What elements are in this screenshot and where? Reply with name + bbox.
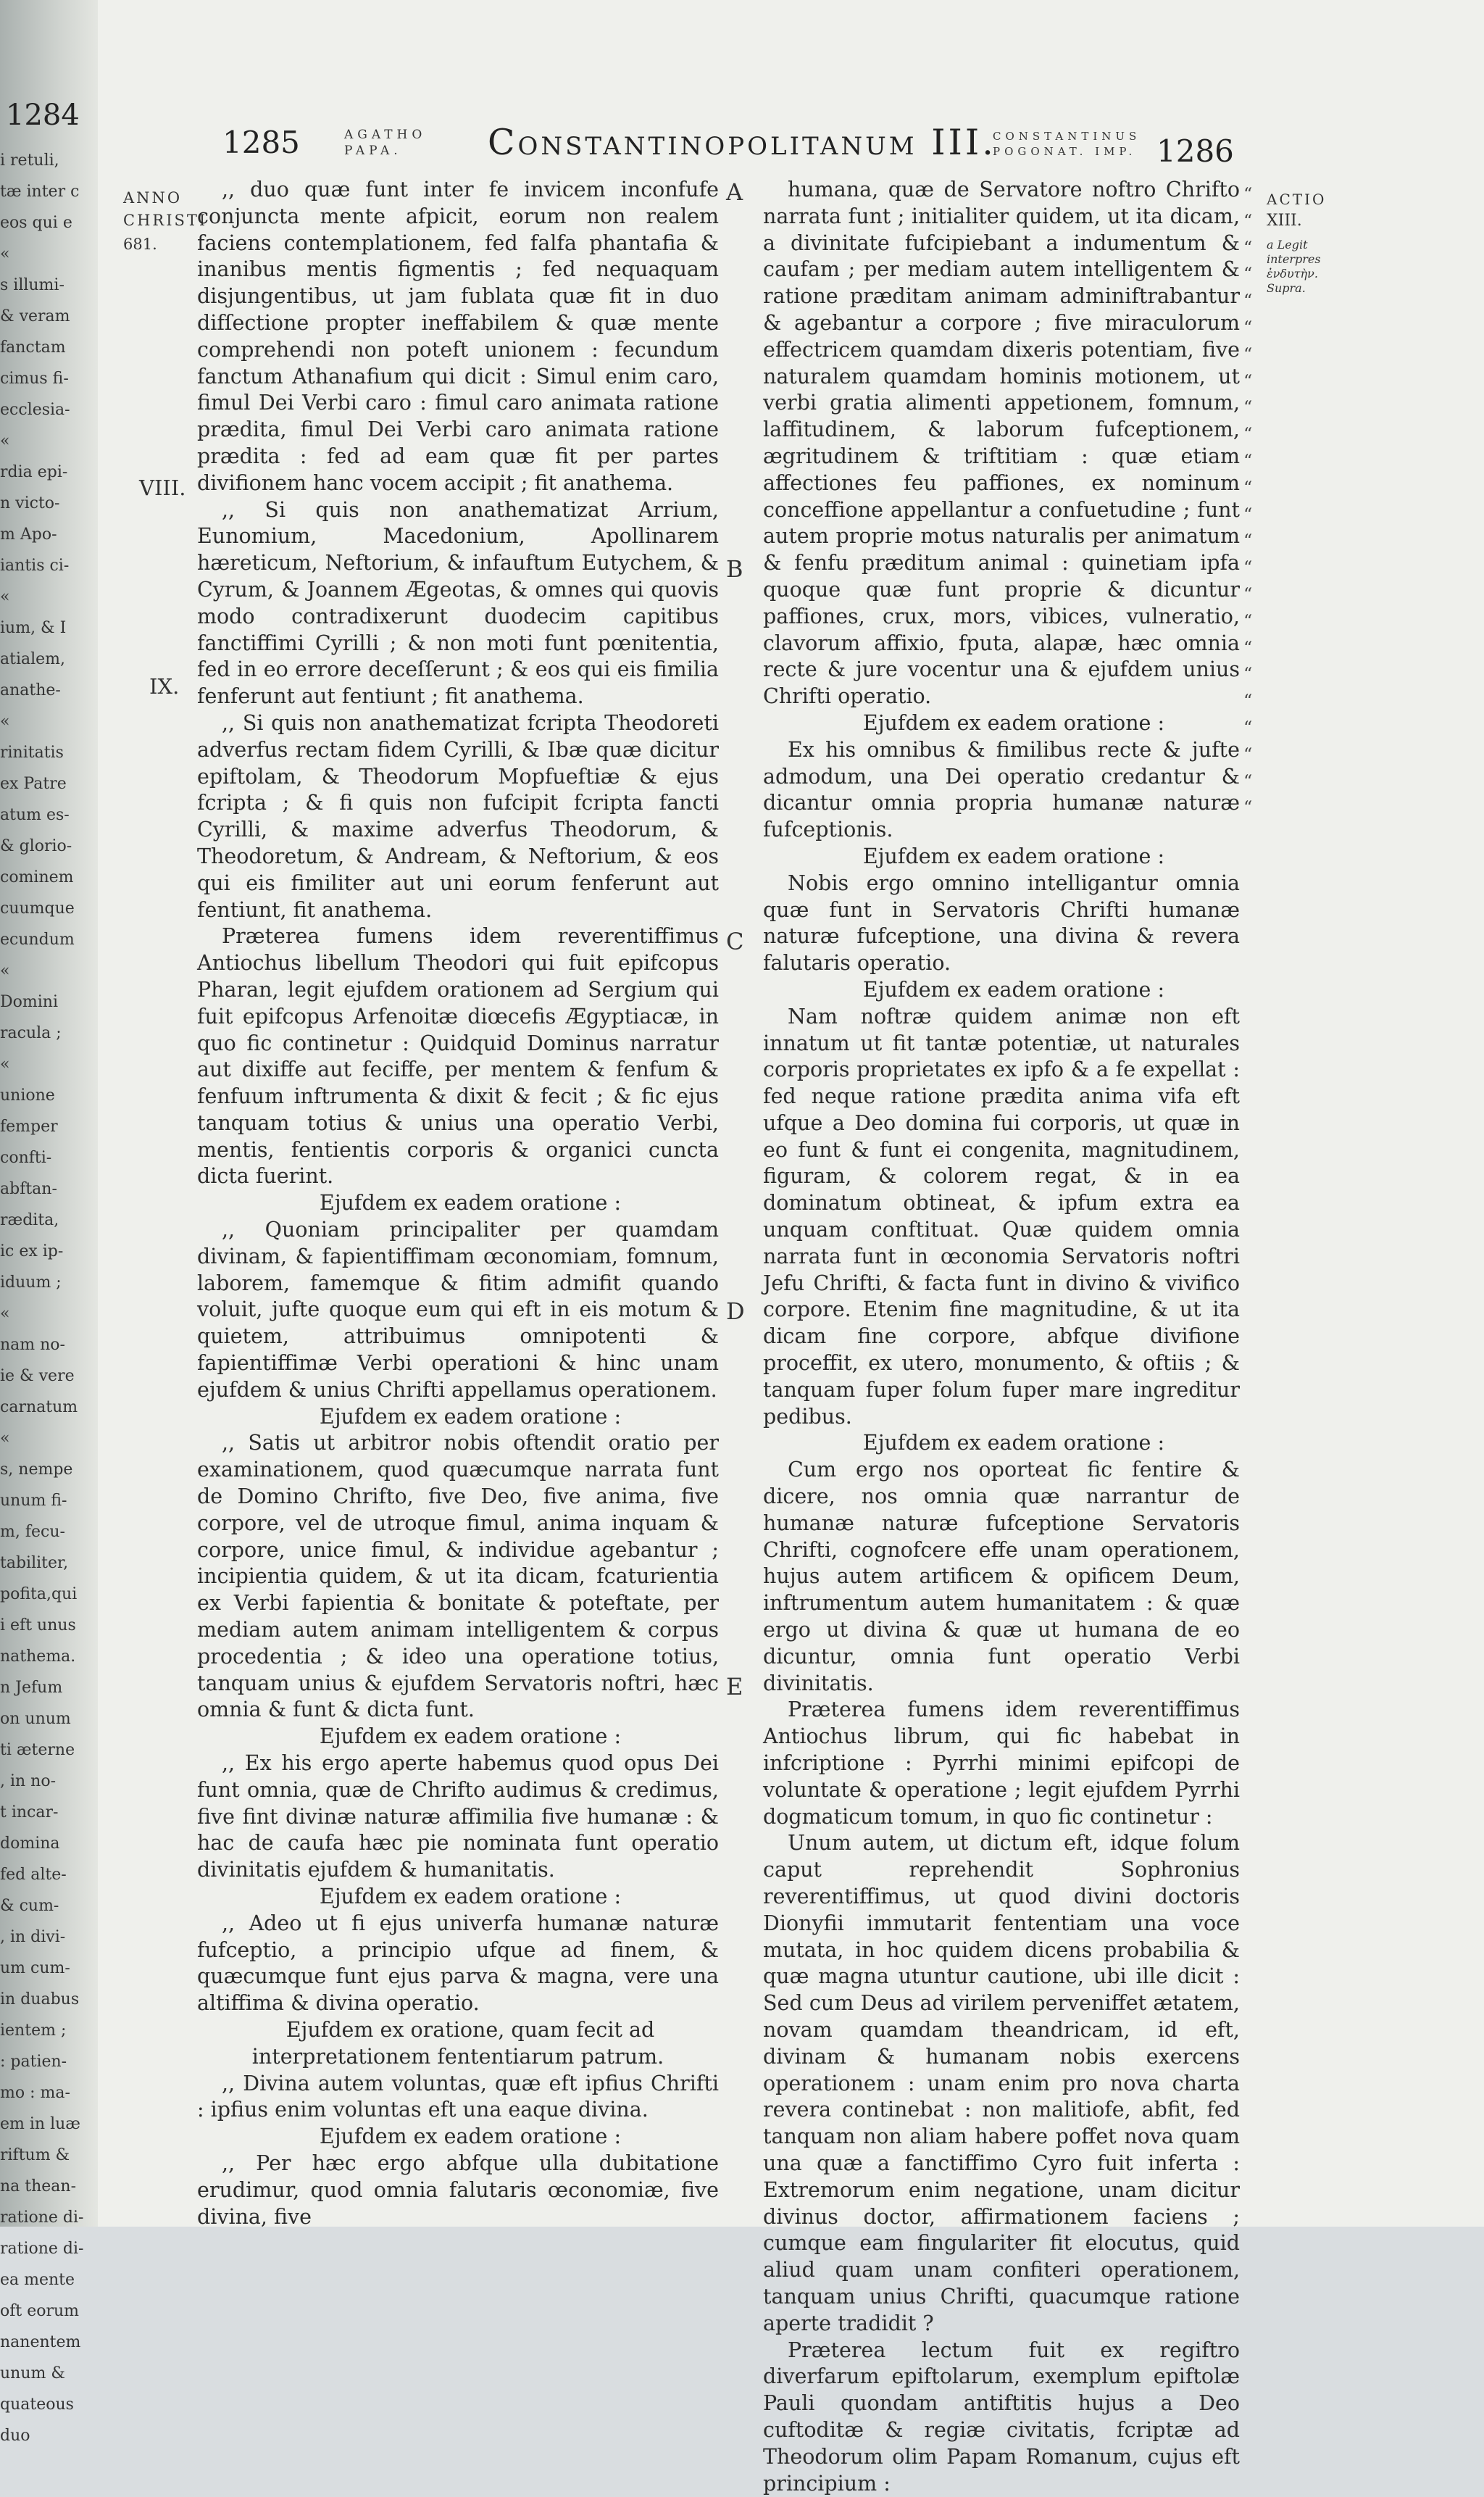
interpreter-note: a Legit interpres ἐνδυτὴν. Supra.	[1267, 238, 1321, 295]
quote-mark: “	[1243, 797, 1253, 818]
gutter-line: iduum ;	[0, 1274, 62, 1292]
paragraph: Præterea fumens idem reverentiffimus Antiochus librum, qui fic habebat in infcriptione : Pyrrhi minimi epifcopi de voluntate & operatione ; legit ejufdem Pyrrhi dogmaticum tomum, in quo fic continetur :	[763, 1698, 1240, 1829]
gutter-line: ic ex ip-	[0, 1242, 64, 1260]
gutter-line: riftum &	[0, 2146, 70, 2164]
paragraph: Ejufdem ex eadem oratione :	[862, 844, 1165, 868]
paragraph: Nam noftræ quidem animæ non eft innatum ut fit tantæ potentiæ, ut naturales corporis proprietates ex ipfo & a fe expellat : fed neque ratione prædita anima vifa eft ufque a Deo domina fui corporis, ut quæ in eo funt & funt ei congenita, magnitudinem, figuram, & colorem regat, & in ea dominatum obtineat, & ipfum extra ea unquam conftituat. Quæ quidem omnia narrata funt in œconomia Servatoris noftri Jefu Chrifti, & facta funt in divino & vivifico corpore. Etenim fine magnitudine, & ut ita dicam fine corpore, abfque divifione proceffit, ex utero, monumento, & oftiis ; & tanquam fuper folum fuper mare ingreditur pedibus.	[763, 1004, 1240, 1429]
gutter-line: atialem,	[0, 650, 66, 668]
gutter-line: tabiliter,	[0, 1554, 69, 1572]
gutter-line: «	[0, 712, 10, 731]
paragraph: Ejufdem ex eadem oratione :	[319, 1724, 622, 1749]
paragraph: ,, Ex his ergo aperte habemus quod opus Dei funt omnia, quæ de Chrifto audimus & credimus, five fint divinæ naturæ affimilia five humanæ : & hac de caufa hæc pie nominata funt operatio divinitatis ejufdem & humanitatis.	[197, 1751, 719, 1882]
running-head-left-2: PAPA.	[344, 144, 402, 158]
gutter-line: «	[0, 245, 10, 263]
quote-mark: “	[1243, 557, 1253, 578]
paragraph: Ejufdem ex eadem oratione :	[862, 1431, 1165, 1455]
gutter-line: s illumi-	[0, 276, 64, 294]
gutter-line: on unum	[0, 1710, 71, 1728]
page-number-left: 1285	[222, 125, 300, 160]
gutter-line: «	[0, 588, 10, 606]
gutter-line: ie & vere	[0, 1367, 75, 1385]
quote-mark: “	[1243, 291, 1253, 312]
quote-mark: “	[1243, 317, 1253, 338]
gutter-line: ium, & I	[0, 619, 67, 637]
page-number-right: 1286	[1156, 133, 1234, 169]
gutter-line: , in no-	[0, 1772, 57, 1790]
gutter-line: ex Patre	[0, 775, 67, 793]
gutter-line: n victo-	[0, 494, 60, 512]
gutter-line: oft eorum	[0, 2302, 80, 2320]
quote-mark: “	[1243, 717, 1253, 738]
previous-page-text-fragments	[0, 145, 98, 2451]
section-letter-c: C	[726, 928, 744, 955]
paragraph: Ejufdem ex eadem oratione :	[319, 1191, 622, 1216]
gutter-line: ientem ;	[0, 2022, 67, 2040]
gutter-line: femper	[0, 1118, 58, 1136]
gutter-line: t incar-	[0, 1803, 59, 1821]
quote-mark: “	[1243, 477, 1253, 498]
gutter-line: ti æterne	[0, 1741, 75, 1759]
quote-mark: “	[1243, 184, 1253, 204]
paragraph: ,, Si quis non anathematizat fcripta Theodoreti adverfus rectam fidem Cyrilli, & Ibæ quæ dicitur epiftolam, & Theodorum Mopfueftiæ & ejus fcripta ; & fi quis non fufcipit fcripta fancti Cyrilli, & maxime adverfus Theodorum, & Theodoretum, & Andream, & Neftorium, & eos qui eis fimiliter aut uni eorum fenferunt aut fentiunt, fit anathema.	[197, 710, 719, 922]
section-number-ix: IX.	[149, 674, 180, 699]
gutter-line: «	[0, 1429, 10, 1447]
section-number-viii: VIII.	[139, 475, 186, 500]
previous-page-edge	[0, 0, 98, 2445]
gutter-line: «	[0, 962, 10, 980]
paragraph: Nobis ergo omnino intelligantur omnia quæ funt in Servatoris Chrifti humanæ naturæ fufceptione, una divina & revera falutaris operatio.	[763, 871, 1240, 976]
gutter-line: & cum-	[0, 1897, 59, 1915]
quote-mark: “	[1243, 237, 1253, 258]
gutter-line: Domini	[0, 993, 58, 1011]
gutter-line: cuumque	[0, 899, 75, 918]
anno-label: ANNO	[123, 189, 183, 207]
gutter-line: eos qui e	[0, 214, 72, 232]
quote-mark: “	[1243, 531, 1253, 552]
gutter-line: na thean-	[0, 2177, 77, 2195]
paragraph: ,, Divina autem voluntas, quæ eft ipfius Chrifti : ipfius enim voluntas eft una eaque divina.	[197, 2071, 719, 2122]
paragraph: Ejufdem ex eadem oratione :	[862, 710, 1165, 735]
paragraph: ,, Si quis non anathematizat Arrium, Eunomium, Macedonium, Apollinarem hæreticum, Neftorium, & infauftum Eutychem, & Cyrum, & Joannem Ægeotas, & omnes qui quovis modo contradixerunt duodecim capitibus fanctiffimi Cyrilli ; & non moti funt pœnitentia, fed in eo errore deceſſerunt ; & eos qui eis fimilia fenferunt aut fentiunt ; fit anathema.	[197, 497, 719, 709]
year-label: 681.	[123, 236, 157, 253]
right-text-column	[763, 177, 1240, 2496]
gutter-line: iantis ci-	[0, 557, 70, 575]
gutter-line: , in divi-	[0, 1928, 66, 1946]
running-head-right-2: POGONAT. IMP.	[993, 145, 1137, 158]
paragraph: Ex his omnibus & fimilibus recte & jufte admodum, una Dei operatio credantur & dicantur omnia propria humanæ naturæ fufceptionis.	[763, 737, 1240, 842]
paragraph: ,, Quoniam principaliter per quamdam divinam, & fapientiffimam œconomiam, fomnum, laborem, famemque & fitim admifit quando voluit, jufte quoque eum qui eft in eis motum & quietem, attribuimus omnipotenti & fapientiffimæ Verbi operationi & hinc unam ejufdem & unius Chrifti appellamus operationem.	[197, 1218, 719, 1402]
section-letter-d: D	[726, 1297, 745, 1325]
gutter-line: rinitatis	[0, 744, 64, 762]
gutter-line: & glorio-	[0, 837, 72, 855]
quote-mark: “	[1243, 210, 1253, 231]
quote-mark: “	[1243, 744, 1253, 765]
paragraph: Unum autem, ut dictum eft, idque folum caput reprehendit Sophronius reverentiffimus, ut quod divini doctoris Dionyfii immutarit fententiam una voce mutata, in hoc quidem dicens probabilia & quæ magna utuntur cautione, ubi ille dicit : Sed cum Deus ad virilem perveniffet ætatem, novam quamdam theandricam, id eft, divinam & humanam nobis exercens operationem : unam enim pro nova charta revera continebat : non malitiofe, abfit, fed tanquam non aliam habere poffet nova quam una quæ a fanctiffimo Cyro fuit inferta : Extremorum enim negatione, unam dicitur divinus doctor, affirmationem faciens ; cumque eam fingulariter fit elocutus, quid aliud quam unam confiteri operationem, tanquam unius Chrifti, quacumque ratione aperte tradidit ?	[763, 1831, 1240, 2335]
actio-label: ACTIO	[1267, 191, 1327, 208]
paragraph: Præterea lectum fuit ex regiftro diverfarum epiftolarum, exemplum epiftolæ Pauli quondam antiftitis hujus a Deo cuftoditæ & regiæ civitatis, fcriptæ ad Theodorum olim Papam Romanum, cujus eft principium :	[763, 2338, 1240, 2496]
gutter-line: s, nempe	[0, 1461, 73, 1479]
paragraph: Ejufdem ex eadem oratione :	[319, 2124, 622, 2149]
gutter-line: ecclesia-	[0, 401, 70, 419]
gutter-line: tæ inter c	[0, 183, 80, 201]
gutter-line: ratione di-	[0, 2240, 84, 2258]
gutter-line: n Jefum	[0, 1679, 63, 1697]
paragraph: Ejufdem ex eadem oratione :	[319, 1404, 622, 1429]
gutter-line: «	[0, 1305, 10, 1323]
gutter-line: unione	[0, 1087, 55, 1105]
gutter-line: rdia epi-	[0, 463, 68, 481]
quote-mark: “	[1243, 450, 1253, 471]
gutter-line: anathe-	[0, 681, 61, 699]
quote-mark: “	[1243, 770, 1253, 792]
gutter-line: confti-	[0, 1149, 52, 1167]
gutter-line: duo	[0, 2427, 30, 2445]
paragraph: Cum ergo nos oporteat fic fentire & dicere, nos omnia quæ narrantur de humanæ naturæ fufceptione Servatoris Chrifti, cognofcere effe unam operationem, hujus autem artificem & opificem Deum, inftrumentum autem humanitatem : & quæ ergo ut divina & quæ ut humana de eo dicuntur, omnia funt operatio Verbi divinitatis.	[763, 1458, 1240, 1695]
quote-mark: “	[1243, 344, 1253, 365]
previous-page-number: 1284	[6, 99, 80, 132]
paragraph: ,, Adeo ut fi ejus univerfa humanæ naturæ fufceptio, a principio ufque ad finem, & quæcumque funt ejus parva & magna, vere una altiffima & divina operatio.	[197, 1911, 719, 2016]
paragraph: humana, quæ de Servatore noftro Chrifto narrata funt ; initialiter quidem, ut ita dicam, a divinitate fufcipiebant a indumentum & caufam ; per mediam autem intelligentem & ratione præditam animam adminiftrabantur & agebantur a corpore ; five miraculorum effectricem quamdam dixeris potentiam, five naturalem quamdam hominis motionem, ut verbi gratia alimenti appetionem, fomnum, laffitudinem, & laborum fufceptionem, ægritudinem & triftitiam : quæ etiam affectiones feu paffiones, ex nominum conceffione appellantur a confuetudine ; funt autem proprie motus naturalis per animatum & fenfu præditum animal : quinetiam ipfa quoque quæ funt proprie & dicuntur paffiones, crux, mors, vibices, vulneratio, clavorum affixio, fputa, alapæ, hæc omnia recte & jure vocentur una & ejufdem unius Chrifti operatio.	[763, 178, 1240, 709]
paragraph: Ejufdem ex eadem oratione :	[862, 977, 1165, 1002]
gutter-line: quateous	[0, 2396, 74, 2414]
paragraph: Ejufdem ex oratione, quam fecit ad interpretationem fententiarum patrum.	[251, 2017, 664, 2069]
gutter-line: cominem	[0, 868, 74, 886]
paragraph: ,, Per hæc ergo abfque ulla dubitatione erudimur, quod omnia falutaris œconomiæ, five divina, five	[197, 2151, 719, 2229]
gutter-line: i retuli,	[0, 151, 59, 170]
paragraph: ,, duo quæ funt inter fe invicem inconfufe conjuncta mente afpicit, eorum non realem faciens contemplationem, fed falfa phantafia & inanibus mentis figmentis ; fed nequaquam disjungentibus, ut jam fublata quæ fit in duo difſectione propter ineffabilem & quæ mente comprehendi non poteft unionem : fecundum fanctum Athanafium qui dicit : Simul enim caro, fimul Dei Verbi caro : fimul caro animata ratione prædita, fimul Dei Verbi caro animata ratione prædita : fed ad eam quæ fit per partes divifionem hanc vocem accipit ; fit anathema.	[197, 178, 719, 495]
gutter-line: rædita,	[0, 1211, 59, 1229]
quote-mark: “	[1243, 504, 1253, 525]
quote-mark: “	[1243, 397, 1253, 418]
quotation-marks-column	[1243, 181, 1264, 821]
gutter-line: nanentem	[0, 2333, 81, 2351]
paragraph: Ejufdem ex eadem oratione :	[319, 1885, 622, 1908]
gutter-line: pofita,qui	[0, 1585, 78, 1603]
gutter-line: i eft unus	[0, 1616, 76, 1634]
quote-mark: “	[1243, 664, 1253, 685]
gutter-line: racula ;	[0, 1024, 62, 1042]
gutter-line: in duabus	[0, 1990, 80, 2008]
paragraph: ,, Satis ut arbitror nobis oftendit oratio per examinationem, quod quæcumque narrata funt de Domino Chrifto, five Deo, five anima, five corpore, vel de utroque fimul, anima inquam & corpore, unice fimul, & individue agebantur ; incipientia quidem, & ut ita dicam, fcaturientia ex Verbi fapientia & bonitate & poteftate, per mediam autem animam intelligentem & corpus procedentia ; & ideo una operatione totius, tanquam unius & ejufdem Servatoris noftri, hæc omnia & funt & dicta funt.	[197, 1431, 719, 1722]
quote-mark: “	[1243, 610, 1253, 631]
gutter-line: fanctam	[0, 338, 66, 357]
section-letter-a: A	[726, 178, 743, 206]
gutter-line: nathema.	[0, 1648, 76, 1666]
gutter-line: um cum-	[0, 1959, 70, 1977]
gutter-line: em in luæ	[0, 2115, 80, 2133]
gutter-line: m, fecu-	[0, 1523, 65, 1541]
gutter-line: unum &	[0, 2364, 65, 2382]
gutter-line: : patien-	[0, 2053, 67, 2071]
quote-mark: “	[1243, 583, 1253, 604]
gutter-line: nam no-	[0, 1336, 65, 1354]
gutter-line: abftan-	[0, 1180, 57, 1198]
gutter-line: ea mente	[0, 2271, 75, 2289]
actio-number: XIII.	[1267, 212, 1302, 230]
quote-mark: “	[1243, 264, 1253, 285]
page-title: Constantinopolitanum III.	[488, 122, 996, 163]
section-letter-b: B	[726, 555, 743, 583]
running-head-left-1: AGATHO	[344, 128, 427, 142]
gutter-line: ecundum	[0, 931, 75, 949]
gutter-line: «	[0, 432, 10, 450]
quote-mark: “	[1243, 370, 1253, 391]
gutter-line: m Apo-	[0, 525, 57, 544]
gutter-line: atum es-	[0, 806, 70, 824]
quote-mark: “	[1243, 691, 1253, 712]
gutter-line: fed alte-	[0, 1866, 67, 1884]
gutter-line: ratione di-	[0, 2209, 84, 2227]
gutter-line: domina	[0, 1835, 60, 1853]
gutter-line: & veram	[0, 307, 70, 325]
section-letter-e: E	[726, 1673, 743, 1700]
quote-mark: “	[1243, 637, 1253, 658]
gutter-line: cimus fi-	[0, 370, 69, 388]
gutter-line: carnatum	[0, 1398, 78, 1416]
left-text-column	[197, 177, 719, 2229]
gutter-line: mo : ma-	[0, 2084, 70, 2102]
paragraph: Præterea fumens idem reverentiffimus Antiochus libellum Theodori qui fuit epifcopus Pharan, legit ejufdem orationem ad Sergium qui fuit epifcopus Arfenoitæ diœcefis Ægyptiacæ, in quo fic continetur : Quidquid Dominus narratur aut dixiffe aut feciffe, per mentem & fenfum & fenfuum inftrumenta & dixit & fecit ; & fic ejus tanquam totius & unius una operatio Verbi, mentis, fentientis corporis & organici cuncta dicta fuerint.	[197, 924, 719, 1189]
christi-label: CHRISTI	[123, 212, 208, 229]
quote-mark: “	[1243, 424, 1253, 445]
gutter-line: «	[0, 1055, 10, 1073]
gutter-line: unum fi-	[0, 1492, 67, 1510]
running-head-right-1: CONSTANTINUS	[993, 130, 1141, 143]
